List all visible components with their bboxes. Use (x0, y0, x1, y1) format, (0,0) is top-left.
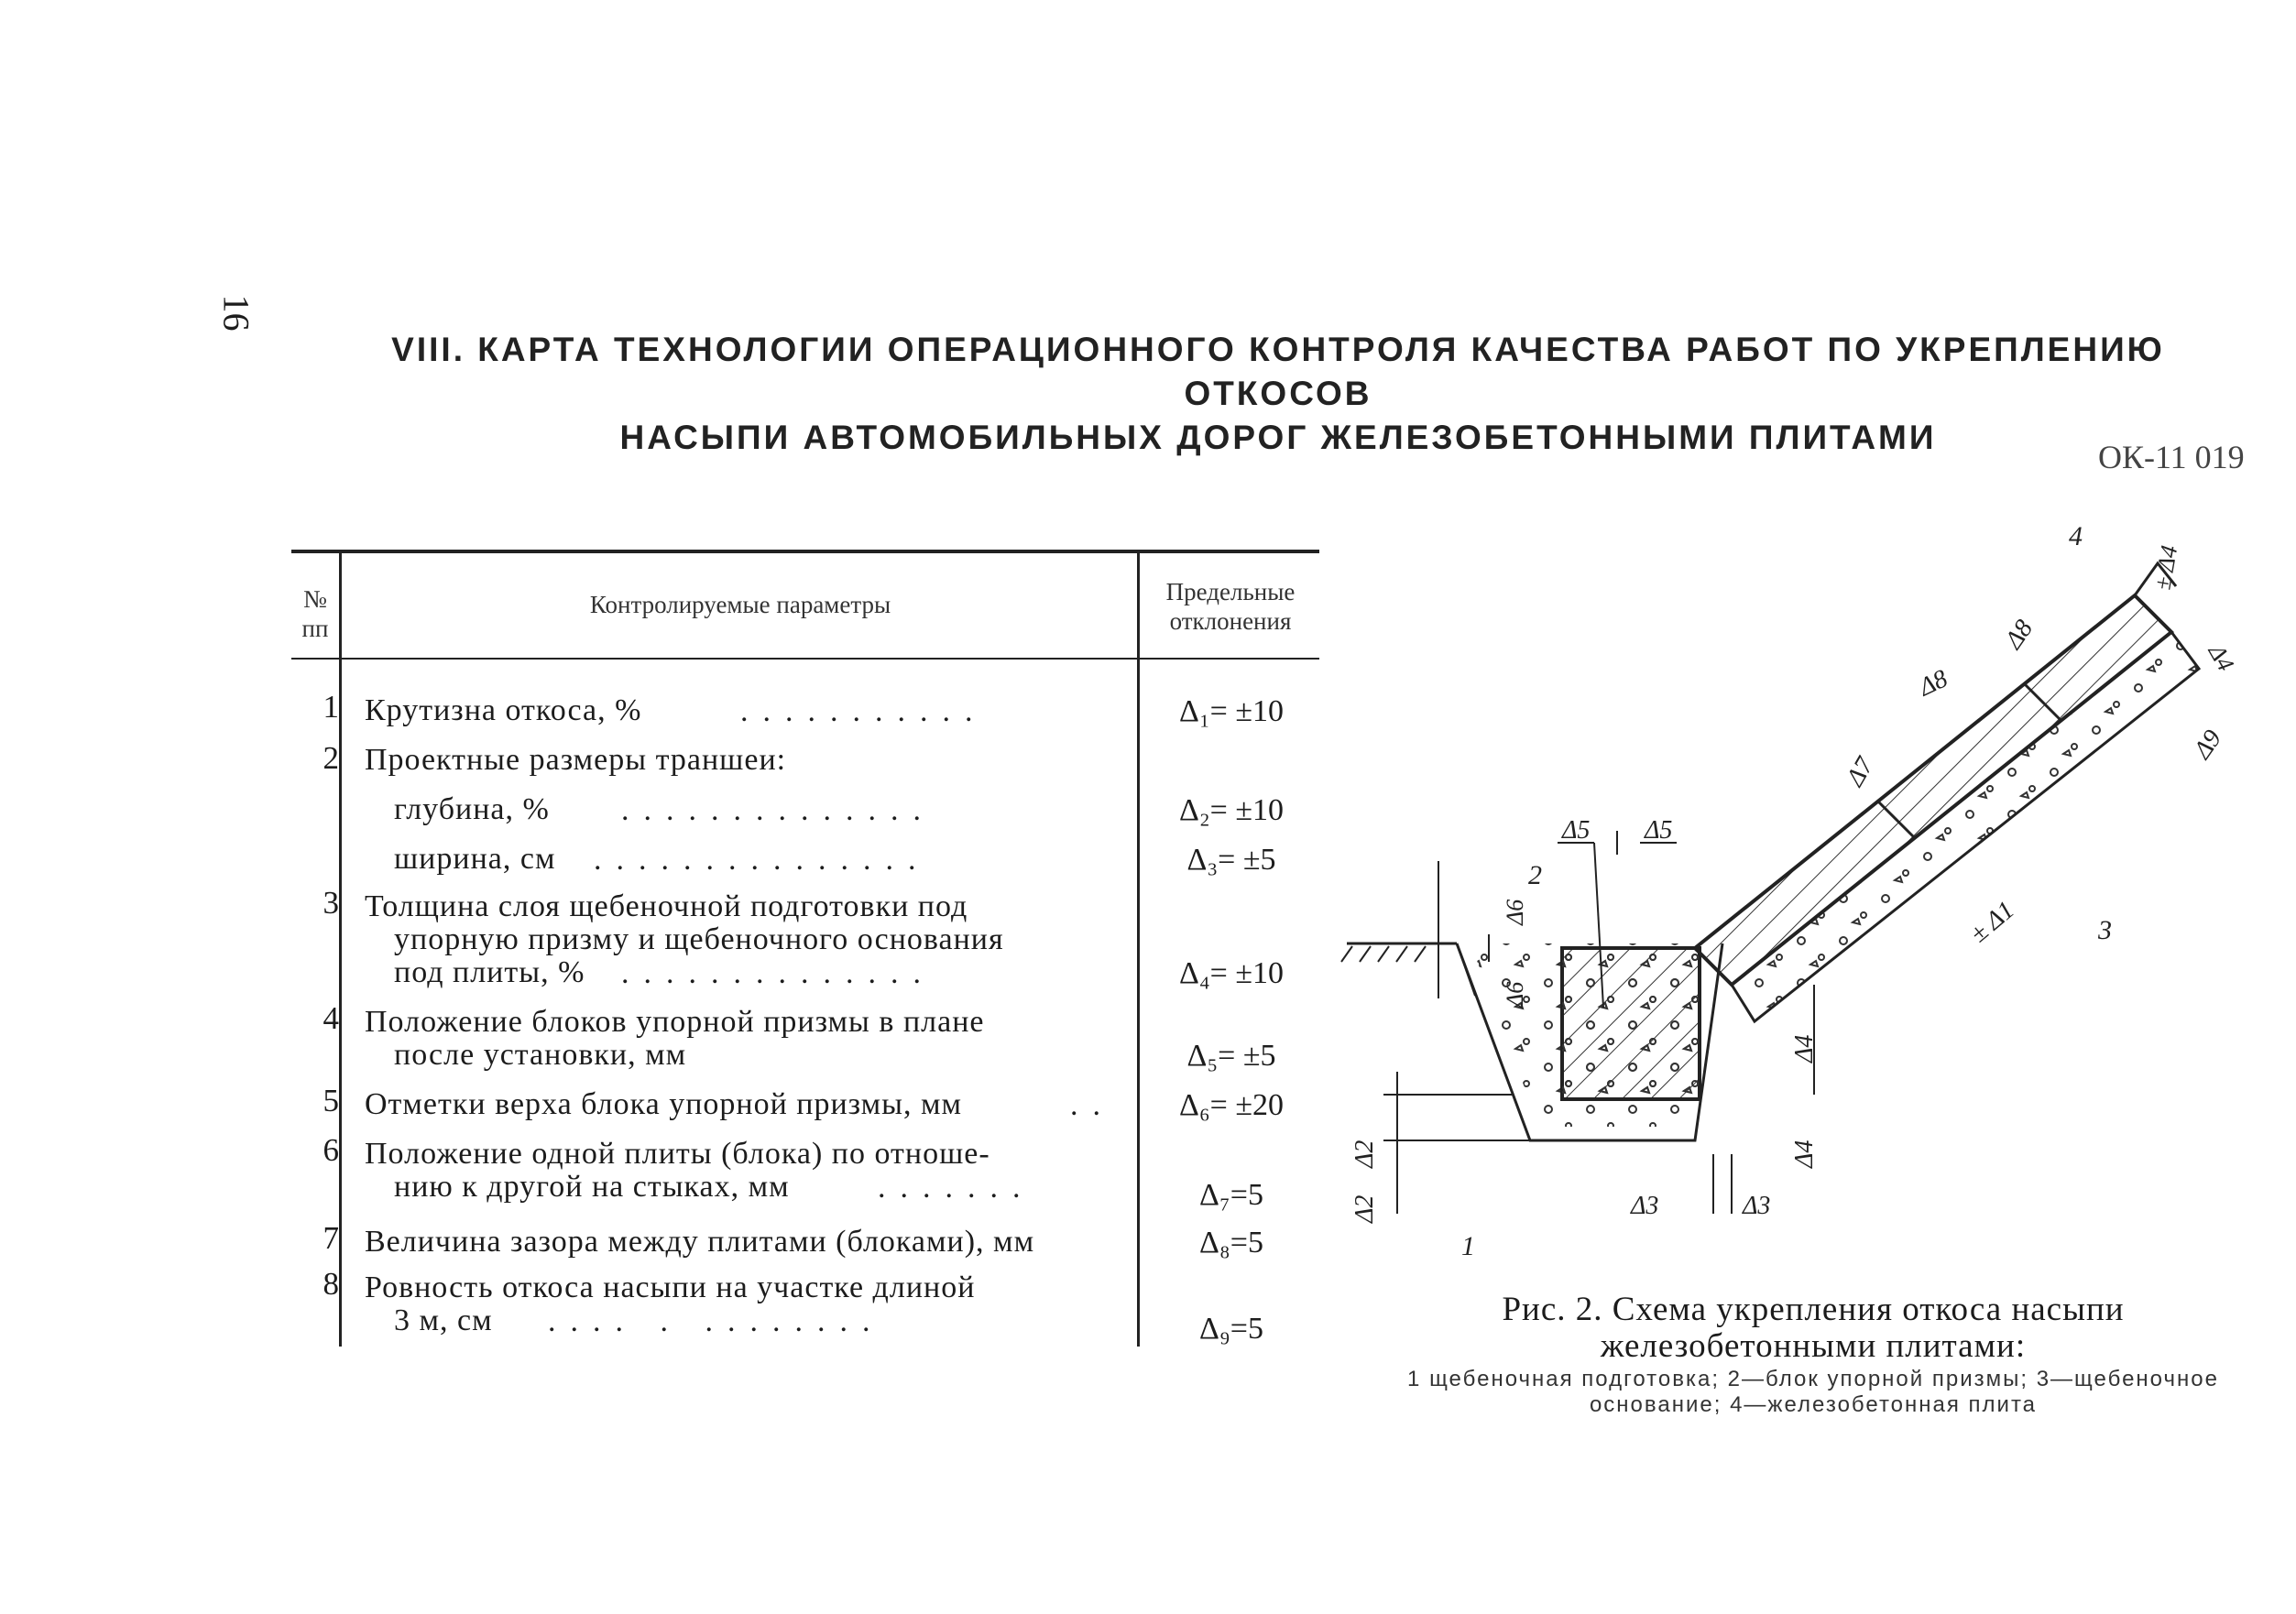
label-delta-7: Δ7 (1841, 752, 1880, 791)
row-text: 3 м, см (394, 1303, 493, 1337)
figure-caption: Рис. 2. Схема укрепления откоса насыпи железобетонными плитами: (1502, 1291, 2125, 1365)
label-delta-2b: Δ2 (1350, 1194, 1379, 1223)
row-value: Δ₈=5 (1199, 1226, 1263, 1260)
figure-legend: 1 щебеночная подготовка; 2—блок упорной призмы; 3—щебеночное основание; 4—железобетонная плита (1407, 1367, 2219, 1417)
row-text: Отметки верха блока упорной призмы, мм (365, 1087, 963, 1121)
label-delta-8b: Δ8 (1999, 615, 2039, 655)
row-text: Толщина слоя щебеночной подготовки под (365, 889, 968, 923)
table-col-divider-1 (339, 550, 342, 1347)
row-text: Ровность откоса насыпи на участке длиной (365, 1270, 976, 1304)
row-text: Проектные размеры траншеи: (365, 743, 787, 777)
leader-dots: ............... (594, 843, 931, 877)
label-plus-minus-delta-1: ± Δ1 (1964, 895, 2020, 949)
row-value: Δ₉=5 (1199, 1312, 1263, 1346)
label-delta-3b: Δ3 (1743, 1192, 1771, 1220)
header-params: Контролируемые параметры (589, 591, 891, 618)
leader-dots: .... . ........ (548, 1304, 885, 1338)
row-text: Величина зазора между плитами (блоками), мм (365, 1225, 1035, 1259)
leader-dots: .. (1070, 1088, 1115, 1122)
label-delta-4: Δ4 (1790, 1034, 1819, 1063)
row-num: 2 (323, 740, 339, 776)
support-prism-block (1562, 948, 1700, 1099)
label-3: 3 (2098, 915, 2112, 945)
title-line-2: НАСЫПИ АВТОМОБИЛЬНЫХ ДОРОГ ЖЕЛЕЗОБЕТОННЫМИ ПЛИТАМИ (619, 419, 1937, 456)
label-delta-9: Δ9 (2188, 725, 2228, 765)
row-value: Δ₃= ±5 (1186, 843, 1276, 877)
label-4: 4 (2069, 521, 2083, 551)
ground-line (1341, 943, 1457, 962)
row-text: нию к другой на стыках, мм (394, 1170, 790, 1204)
table-top-rule (291, 550, 1319, 553)
row-text: после установки, мм (394, 1038, 687, 1072)
row-value: Δ₁= ±10 (1178, 694, 1285, 728)
row-value: Δ₄= ±10 (1178, 956, 1285, 990)
label-delta-5: Δ5 (1562, 816, 1591, 845)
table-col-divider-2 (1137, 550, 1140, 1347)
row-value: Δ₆= ±20 (1178, 1088, 1285, 1122)
label-delta-2: Δ2 (1350, 1140, 1379, 1168)
document-code: ОК-11 019 (2098, 439, 2245, 475)
row-text: ширина, см (394, 842, 556, 876)
row-value: Δ₅= ±5 (1186, 1039, 1276, 1073)
leader-dots: ........... (740, 694, 988, 728)
leader-dots: .............. (621, 956, 935, 990)
header-deviations: Предельные отклонения (1165, 578, 1296, 635)
row-num: 6 (323, 1132, 339, 1168)
label-delta-4c: Δ4 (2203, 639, 2240, 676)
label-delta-6b: Δ6 (1502, 981, 1528, 1008)
row-value: Δ₂= ±10 (1178, 793, 1285, 827)
row-text: под плиты, % (394, 955, 585, 989)
label-2: 2 (1528, 860, 1542, 890)
row-text: глубина, % (394, 792, 550, 826)
row-text: Крутизна откоса, % (365, 693, 642, 727)
title-line-1: VIII. КАРТА ТЕХНОЛОГИИ ОПЕРАЦИОННОГО КОНТРОЛЯ КАЧЕСТВА РАБОТ ПО УКРЕПЛЕНИЮ ОТКОСОВ (391, 331, 2165, 412)
label-plus-minus-delta-4: ± Δ4 (2148, 543, 2183, 593)
row-num: 1 (323, 689, 339, 725)
row-text: Положение одной плиты (блока) по отноше- (365, 1137, 990, 1171)
row-num: 8 (323, 1266, 339, 1302)
leader-dots: ....... (878, 1171, 1035, 1205)
page-title (302, 328, 2254, 460)
label-delta-4b: Δ4 (1790, 1140, 1819, 1168)
label-delta-3: Δ3 (1631, 1192, 1659, 1220)
slope-plates (1695, 563, 2199, 1021)
row-num: 7 (323, 1220, 339, 1256)
row-num: 4 (323, 1000, 339, 1036)
leader-dots: .............. (621, 793, 935, 827)
label-1: 1 (1461, 1231, 1475, 1261)
label-delta-8: Δ8 (1914, 664, 1952, 703)
row-num: 3 (323, 885, 339, 921)
label-delta-6: Δ6 (1502, 899, 1528, 925)
control-table (291, 550, 1319, 1347)
slope-reinforcement-diagram (1328, 508, 2272, 1278)
row-text: упорную призму и щебеночного основания (394, 922, 1004, 956)
row-value: Δ₇=5 (1199, 1178, 1263, 1212)
table-header-rule (291, 658, 1319, 660)
row-num: 5 (323, 1083, 339, 1118)
header-num: № пп (301, 585, 329, 642)
page-number: 16 (215, 294, 257, 332)
row-text: Положение блоков упорной призмы в плане (365, 1005, 985, 1039)
label-delta-5b: Δ5 (1645, 816, 1673, 845)
